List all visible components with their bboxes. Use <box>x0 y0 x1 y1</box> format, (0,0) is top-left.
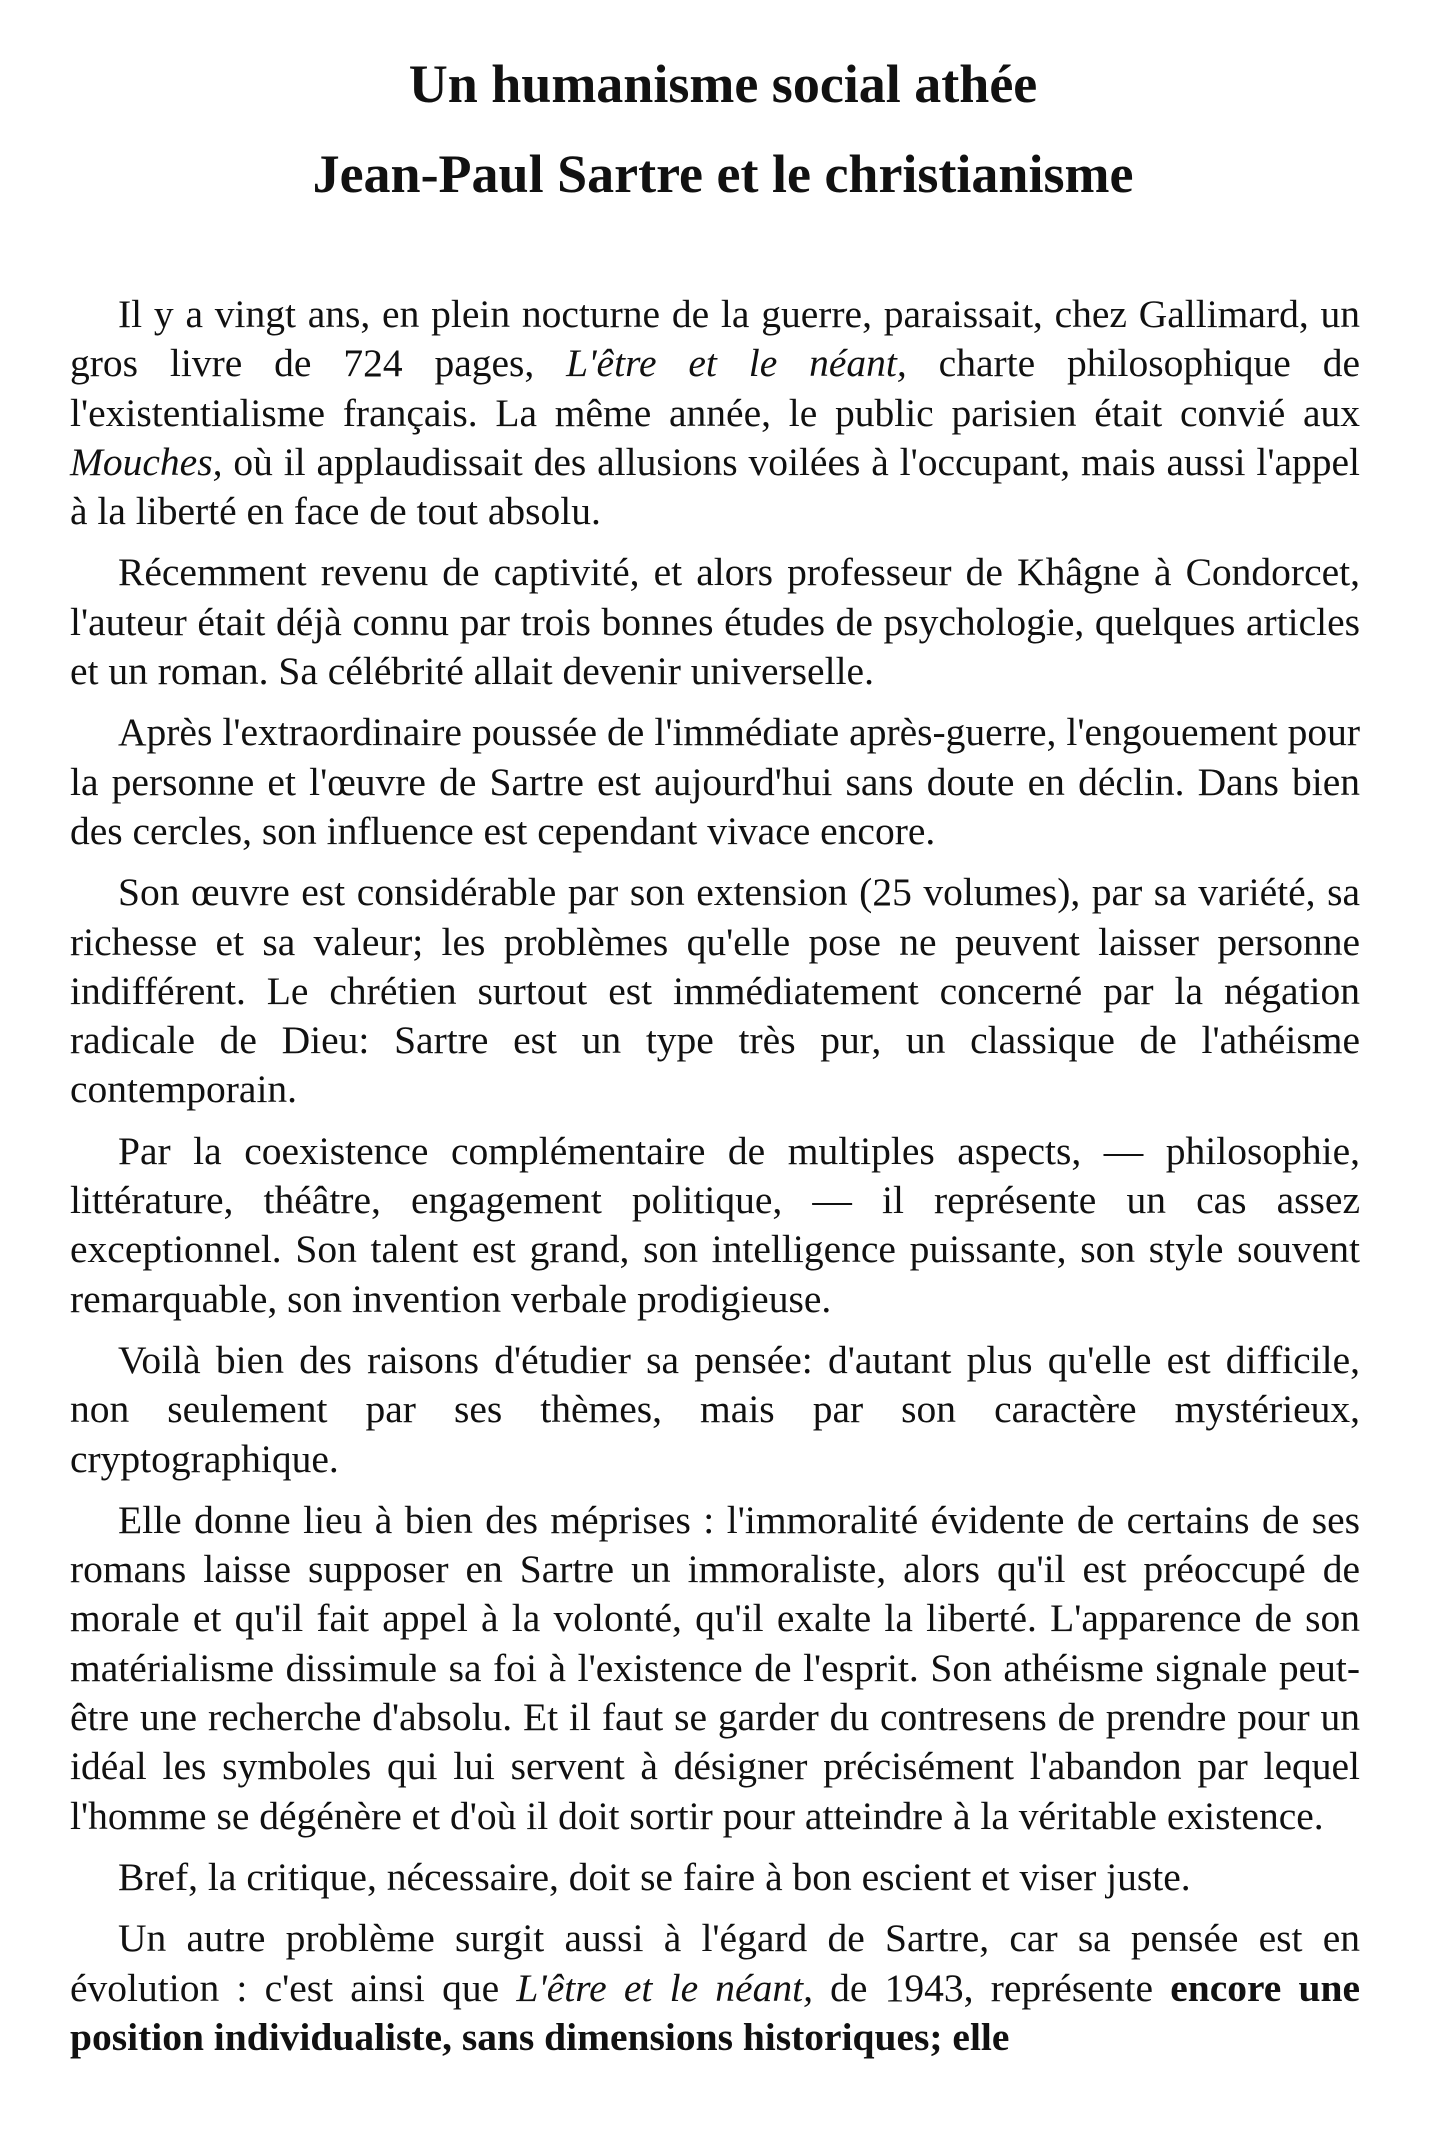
title-line-2: Jean-Paul Sartre et le christianisme <box>312 144 1134 204</box>
paragraph-2: Récemment revenu de captivité, et alors professeur de Khâgne à Condorcet, l'auteur était déjà connu par trois bonnes études de psychologie, quelques articles et un roman. Sa célébrité allait devenir universelle. <box>70 550 1360 694</box>
book-title-l-etre-et-le-neant: L'être et le néant, <box>566 341 907 386</box>
play-title-les-mouches: Mouches, <box>70 439 223 484</box>
paragraph-1-text-a: Il y a vingt ans, en plein nocturne de la guerre, paraissait, chez Gallimard, un gros livre de 724 pages, <box>70 292 1360 386</box>
paragraph-9 <box>70 1914 1360 2062</box>
paragraph-6: Voilà bien des raisons d'étudier sa pensée: d'autant plus qu'elle est difficile, non seulement par ses thèmes, mais par son caractère mystérieux, cryptographique. <box>70 1337 1360 1481</box>
paragraph-4: Son œuvre est considérable par son extension (25 volumes), par sa variété, sa richesse et sa valeur; les problèmes qu'elle pose ne peuvent laisser personne indifférent. Le chrétien surtout est immédiatement concerné par la négation radicale de Dieu: Sartre est un type très pur, un classique de l'athéisme contemporain. <box>70 870 1360 1112</box>
paragraph-1-text-b: charte philosophique de l'existentialisme français. La même année, le public parisien était convié aux <box>70 341 1360 435</box>
paragraph-7: Elle donne lieu à bien des méprises : l'immoralité évidente de certains de ses romans laisse supposer en Sartre un immoraliste, alors qu'il est préoccupé de morale et qu'il fait appel à la volonté, qu'il exalte la liberté. L'apparence de son matérialisme dissimule sa foi à l'existence de l'esprit. Son athéisme signale peut-être une recherche d'absolu. Et il faut se garder du contresens de prendre pour un idéal les symboles qui lui servent à désigner précisément l'abandon par lequel l'homme se dégénère et d'où il doit sortir pour atteindre à la véritable existence. <box>70 1497 1360 1838</box>
paragraph-9-bold-tail: encore une position individualiste, sans dimensions historiques; elle <box>70 1965 1360 2059</box>
paragraph-1 <box>70 290 1360 536</box>
article-body <box>70 290 1360 2062</box>
paragraph-9-text-a: Un autre problème surgit aussi à l'égard de Sartre, car sa pensée est en évolution : c'est ainsi que <box>70 1916 1360 2010</box>
title-line-1: Un humanisme social athée <box>408 54 1038 114</box>
paragraph-1-text-c: où il applaudissait des allusions voilées à l'occupant, mais aussi l'appel à la liberté en face de tout absolu. <box>70 439 1360 534</box>
book-title-l-etre-et-le-neant-2: L'être et le néant, <box>516 1965 813 2010</box>
paragraph-5: Par la coexistence complémentaire de multiples aspects, — philosophie, littérature, théâtre, engagement politique, — il représente un cas assez exceptionnel. Son talent est grand, son intelligence puissante, son style souvent remarquable, son invention verbale prodigieuse. <box>70 1128 1360 1321</box>
paragraph-3: Après l'extraordinaire poussée de l'immédiate après-guerre, l'engouement pour la personne et l'œuvre de Sartre est aujourd'hui sans doute en déclin. Dans bien des cercles, son influence est cependant vivace encore. <box>70 710 1360 853</box>
paragraph-9-text-b: de 1943, représente <box>812 1965 1171 2010</box>
paragraph-8: Bref, la critique, nécessaire, doit se faire à bon escient et viser juste. <box>118 1854 1191 1899</box>
